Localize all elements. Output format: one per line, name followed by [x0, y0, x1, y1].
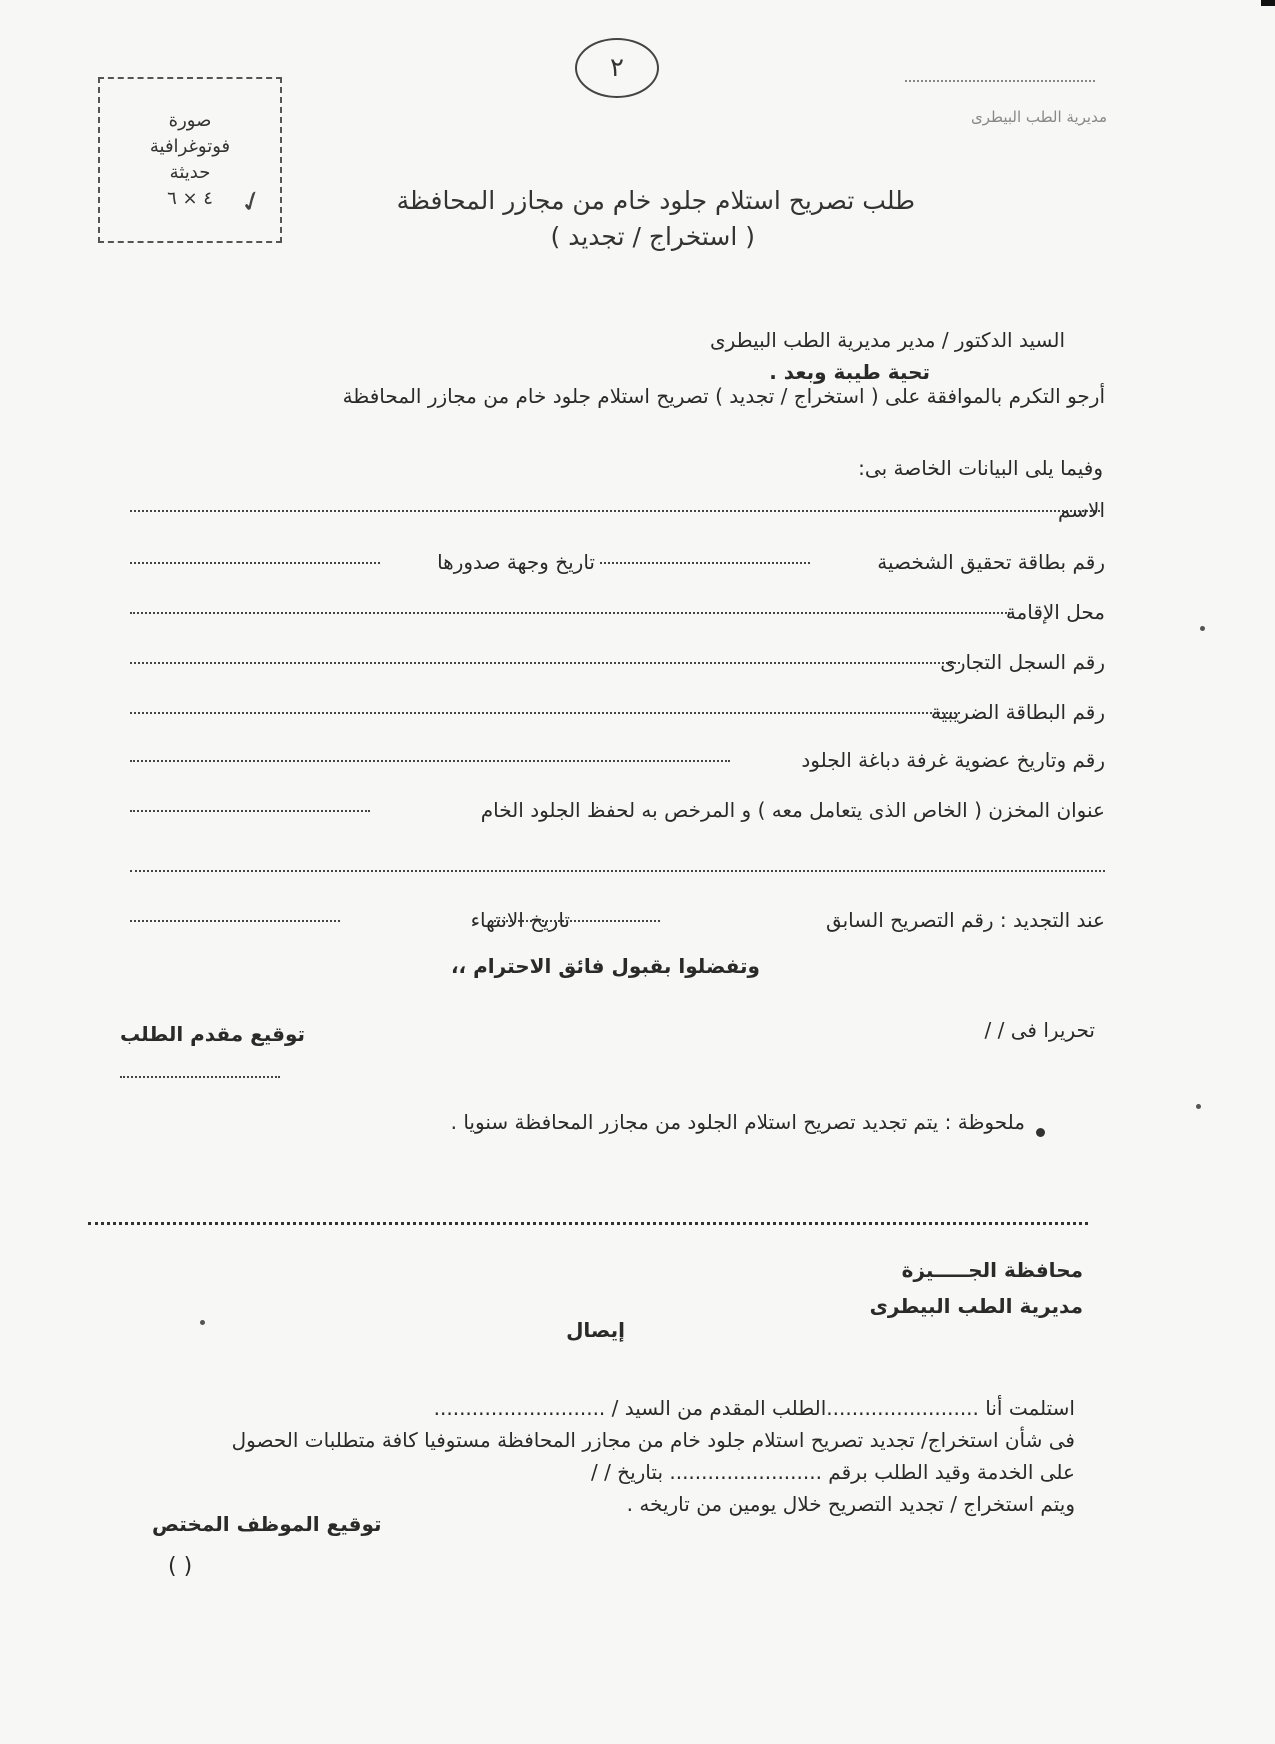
official-signature-field[interactable]: ( ): [168, 1554, 193, 1579]
field-label: الاسم: [1057, 498, 1105, 522]
field-label: محل الإقامة: [1005, 600, 1105, 624]
closing-line: وتفضلوا بقبول فائق الاحترام ،،: [450, 954, 760, 978]
field-label: رقم بطاقة تحقيق الشخصية: [877, 550, 1105, 574]
fill-line[interactable]: [130, 510, 1100, 512]
official-signature-label: توقيع الموظف المختص: [152, 1512, 382, 1536]
photo-placeholder-box: [98, 77, 282, 243]
request-text: أرجو التكرم بالموافقة على ( استخراج / تجديد ) تصريح استلام جلود خام من مجازر المحافظة: [342, 384, 1105, 408]
field-label: رقم السجل التجارى: [940, 650, 1105, 674]
fill-line[interactable]: [130, 612, 1010, 614]
scan-speck: [200, 1320, 205, 1325]
receipt-governorate: محافظة الجـــــيزة: [901, 1258, 1083, 1282]
field-commercial-register[interactable]: [130, 648, 1105, 678]
photo-box-line: صورة: [168, 110, 212, 131]
applicant-signature-label: توقيع مقدم الطلب: [120, 1022, 306, 1046]
photo-box-line: ٤ × ٦: [167, 188, 213, 209]
written-at-date[interactable]: تحريرا فى / /: [984, 1018, 1095, 1042]
receipt-line-2: فى شأن استخراج/ تجديد تصريح استلام جلود خام من مجازر المحافظة مستوفيا كافة متطلبات الحصول: [231, 1428, 1075, 1452]
receipt-line-4: ويتم استخراج / تجديد التصريح خلال يومين من تاريخه .: [626, 1492, 1075, 1516]
receipt-line-3: على الخدمة وقيد الطلب برقم ........................ بتاريخ / /: [590, 1460, 1075, 1484]
fill-line[interactable]: [130, 810, 370, 812]
field-label: رقم البطاقة الضريبية: [930, 700, 1105, 724]
receipt-line-1: استلمت أنا ........................الطلب المقدم من السيد / ...........................: [433, 1396, 1075, 1420]
receipt-directorate: مديرية الطب البيطرى: [869, 1294, 1083, 1318]
tear-off-separator: [88, 1222, 1088, 1225]
field-label: عنوان المخزن ( الخاص الذى يتعامل معه ) و المرخص به لحفظ الجلود الخام: [480, 798, 1105, 822]
data-intro: وفيما يلى البيانات الخاصة بى:: [858, 456, 1103, 480]
form-subtitle: ( استخراج / تجديد ): [550, 222, 755, 251]
applicant-signature-line[interactable]: [120, 1076, 280, 1078]
field-label-secondary: تاريخ وجهة صدورها: [437, 550, 595, 574]
fill-line[interactable]: [130, 662, 960, 664]
greeting: تحية طيبة وبعد .: [769, 360, 930, 384]
scan-speck: [1200, 626, 1205, 631]
scan-speck: [1196, 1104, 1201, 1109]
bullet-icon: [1036, 1128, 1045, 1137]
field-warehouse-address[interactable]: [130, 796, 1105, 826]
salutation: السيد الدكتور / مدير مديرية الطب البيطرى: [709, 328, 1065, 352]
receipt-title: إيصال: [566, 1318, 625, 1342]
note-text: ملحوظة : يتم تجديد تصريح استلام الجلود من مجازر المحافظة سنويا .: [450, 1110, 1025, 1134]
fill-line[interactable]: [130, 562, 380, 564]
header-dots: [905, 80, 1095, 82]
fill-line[interactable]: [130, 760, 730, 762]
field-label-secondary: تاريخ الانتهاء: [470, 908, 570, 932]
directorate-header: مديرية الطب البيطرى: [971, 108, 1107, 126]
field-name[interactable]: [130, 496, 1105, 526]
photo-box-line: فوتوغرافية: [149, 136, 231, 157]
field-label: رقم وتاريخ عضوية غرفة دباغة الجلود: [801, 748, 1105, 772]
fill-line[interactable]: [490, 920, 660, 922]
field-residence[interactable]: [130, 598, 1105, 628]
page-number-circle: ٢: [575, 38, 659, 98]
field-warehouse-address-cont[interactable]: [130, 856, 1105, 886]
fill-line[interactable]: [600, 562, 810, 564]
field-id-card[interactable]: [130, 548, 1105, 578]
form-title: طلب تصريح استلام جلود خام من مجازر المحافظة: [396, 186, 915, 215]
checkmark-icon: ✓: [234, 182, 269, 222]
field-tax-card[interactable]: [130, 698, 1105, 728]
photo-box-line: حديثة: [169, 162, 211, 183]
fill-line[interactable]: [130, 712, 960, 714]
scan-edge-mark: [1261, 0, 1275, 6]
fill-line[interactable]: [130, 920, 340, 922]
field-renewal[interactable]: [130, 906, 1105, 936]
field-chamber-membership[interactable]: [130, 746, 1105, 776]
fill-line[interactable]: [130, 870, 1105, 872]
field-label: عند التجديد : رقم التصريح السابق: [825, 908, 1105, 932]
